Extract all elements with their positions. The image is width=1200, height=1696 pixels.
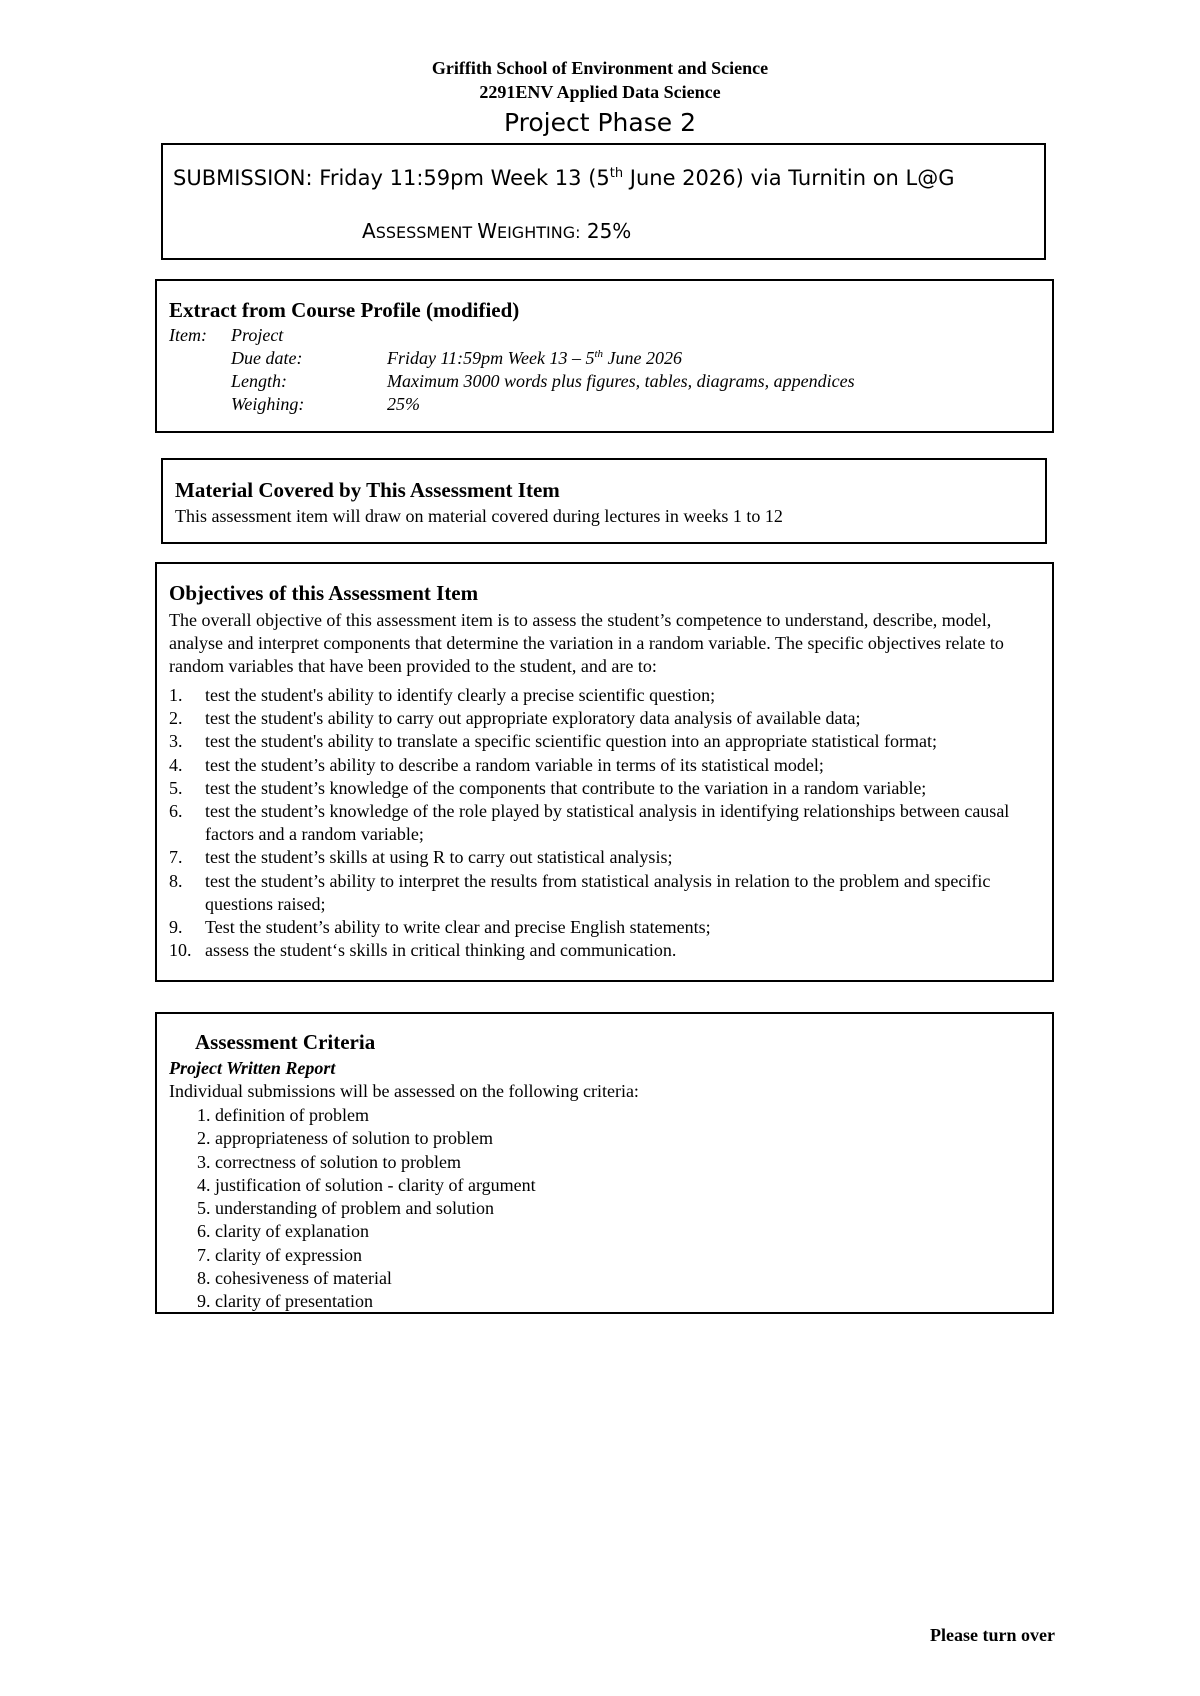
length-value: Maximum 3000 words plus figures, tables, diagrams, appendices bbox=[387, 371, 855, 391]
criteria-subtitle: Project Written Report bbox=[169, 1058, 336, 1078]
objective-item bbox=[169, 800, 1039, 846]
submission-label: SUBMISSION: bbox=[173, 166, 313, 190]
assessment-criteria-box bbox=[155, 1012, 1054, 1314]
objective-number: 8. bbox=[169, 870, 183, 891]
weighting-label: ASSESSMENT WEIGHTING: bbox=[362, 219, 581, 243]
objective-number: 1. bbox=[169, 685, 183, 705]
objective-number: 9. bbox=[169, 917, 183, 938]
objective-item bbox=[169, 707, 1039, 730]
submission-date-pre: Friday 11:59pm Week 13 (5 bbox=[319, 166, 610, 190]
objective-text: test the student’s ability to describe a random variable in terms of its statistical model; bbox=[205, 754, 824, 775]
due-date-label: Due date: bbox=[231, 348, 303, 368]
due-date-sup: th bbox=[594, 348, 604, 360]
objective-text: test the student’s knowledge of the role played by statistical analysis in identifying relationships between causal factors and a random variable; bbox=[205, 801, 1010, 845]
criteria-item: 7. clarity of expression bbox=[197, 1244, 362, 1265]
course-profile-extract bbox=[155, 279, 1054, 433]
weighting-value: 25% bbox=[586, 219, 632, 243]
criteria-item: 3. correctness of solution to problem bbox=[197, 1151, 461, 1172]
objective-text: assess the student‘s skills in critical thinking and communication. bbox=[205, 940, 677, 961]
objective-text: test the student’s ability to interpret the results from statistical analysis in relation to the problem and specific questions raised; bbox=[205, 870, 991, 914]
extract-title: Extract from Course Profile (modified) bbox=[169, 298, 520, 322]
material-title: Material Covered by This Assessment Item bbox=[175, 478, 560, 502]
objective-item bbox=[169, 754, 1039, 777]
objective-item bbox=[169, 870, 1039, 916]
objective-number: 7. bbox=[169, 847, 183, 868]
criteria-title: Assessment Criteria bbox=[195, 1030, 376, 1054]
objective-item bbox=[169, 846, 1039, 869]
objective-text: test the student's ability to carry out appropriate exploratory data analysis of available data; bbox=[205, 708, 861, 729]
criteria-item: 6. clarity of explanation bbox=[197, 1221, 369, 1242]
objective-item bbox=[169, 916, 1039, 939]
weighing-label: Weighing: bbox=[231, 394, 305, 414]
objective-text: Test the student’s ability to write clear and precise English statements; bbox=[205, 917, 711, 938]
objective-number: 6. bbox=[169, 801, 183, 822]
objective-item bbox=[169, 684, 1039, 707]
objectives-box bbox=[155, 562, 1054, 982]
due-date-value bbox=[387, 348, 682, 369]
objective-number: 5. bbox=[169, 777, 183, 798]
item-label: Item: bbox=[169, 325, 207, 345]
material-covered-box bbox=[161, 458, 1047, 544]
objectives-intro: The overall objective of this assessment item is to assess the student’s competence to understand, describe, model, analyse and interpret components that determine the variation in a random variable. The specific objectives relate to random variables that have been provided to the student, and are to: bbox=[169, 610, 1004, 676]
page-title: Project Phase 2 bbox=[504, 108, 696, 137]
criteria-item: 8. cohesiveness of material bbox=[197, 1268, 392, 1289]
submission-date-post: June 2026) via Turnitin on L@G bbox=[623, 166, 955, 190]
weighing-value: 25% bbox=[387, 394, 420, 414]
objective-item bbox=[169, 730, 1039, 753]
objective-text: test the student’s knowledge of the components that contribute to the variation in a random variable; bbox=[205, 777, 927, 798]
criteria-item: 4. justification of solution - clarity of argument bbox=[197, 1174, 536, 1195]
objective-item bbox=[169, 939, 1039, 962]
length-label: Length: bbox=[231, 371, 287, 391]
due-date-post: June 2026 bbox=[603, 348, 683, 368]
criteria-item: 5. understanding of problem and solution bbox=[197, 1198, 494, 1219]
item-value: Project bbox=[231, 325, 284, 345]
objectives-title: Objectives of this Assessment Item bbox=[169, 581, 479, 605]
objective-number: 4. bbox=[169, 754, 183, 775]
objective-text: test the student's ability to identify clearly a precise scientific question; bbox=[205, 685, 716, 705]
objective-text: test the student’s skills at using R to carry out statistical analysis; bbox=[205, 847, 673, 868]
objective-number: 2. bbox=[169, 708, 183, 729]
criteria-item: 2. appropriateness of solution to problem bbox=[197, 1128, 493, 1149]
objective-item bbox=[169, 777, 1039, 800]
objectives-list bbox=[169, 684, 1039, 962]
material-text: This assessment item will draw on material covered during lectures in weeks 1 to 12 bbox=[175, 506, 783, 526]
criteria-item: 9. clarity of presentation bbox=[197, 1291, 373, 1312]
weighting-line bbox=[362, 219, 631, 243]
objective-number: 10. bbox=[169, 940, 192, 961]
course-title: 2291ENV Applied Data Science bbox=[479, 82, 721, 102]
criteria-item: 1. definition of problem bbox=[197, 1105, 369, 1125]
school-name: Griffith School of Environment and Science bbox=[431, 58, 769, 78]
due-date-pre: Friday 11:59pm Week 13 – 5 bbox=[387, 348, 595, 368]
criteria-intro: Individual submissions will be assessed on the following criteria: bbox=[169, 1081, 639, 1101]
please-turn-over: Please turn over bbox=[930, 1625, 1055, 1645]
submission-line bbox=[173, 161, 1033, 191]
submission-date-sup: th bbox=[609, 166, 624, 181]
criteria-list bbox=[197, 1104, 536, 1314]
objective-number: 3. bbox=[169, 731, 183, 752]
objective-text: test the student's ability to translate a specific scientific question into an appropriate statistical format; bbox=[205, 731, 938, 752]
submission-box bbox=[161, 143, 1046, 260]
